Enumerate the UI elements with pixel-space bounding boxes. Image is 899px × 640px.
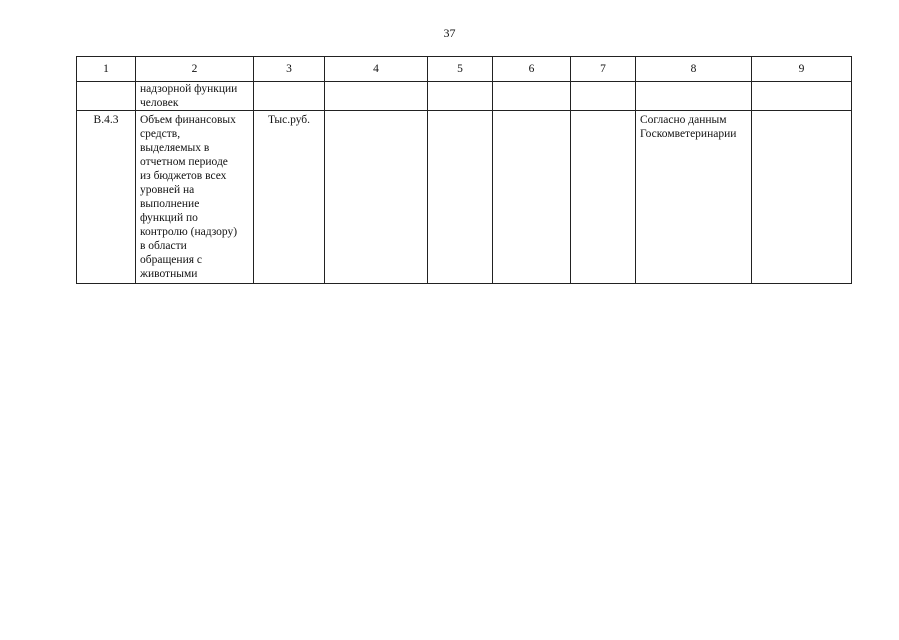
cell-empty — [571, 82, 636, 111]
header-col-5: 5 — [428, 57, 493, 82]
cell-empty — [636, 82, 752, 111]
table-row-b-4-3 — [77, 111, 852, 284]
cell-unit: Тыс.руб. — [254, 111, 325, 284]
header-col-2: 2 — [136, 57, 254, 82]
indicator-table — [76, 56, 852, 284]
header-col-9: 9 — [752, 57, 852, 82]
cell-empty — [752, 82, 852, 111]
cell-empty — [428, 82, 493, 111]
cell-empty — [77, 82, 136, 111]
header-col-1: 1 — [77, 57, 136, 82]
header-col-3: 3 — [254, 57, 325, 82]
cell-empty — [325, 82, 428, 111]
cell-data-source: Согласно данным Госкомветеринарии — [636, 111, 752, 284]
cell-empty — [493, 82, 571, 111]
cell-empty — [428, 111, 493, 284]
cell-empty — [752, 111, 852, 284]
header-col-4: 4 — [325, 57, 428, 82]
cell-empty — [493, 111, 571, 284]
cell-empty — [571, 111, 636, 284]
cell-continued-text: надзорной функции человек — [136, 82, 254, 111]
page-number: 37 — [443, 26, 456, 40]
table-row-continuation — [77, 82, 852, 111]
header-col-7: 7 — [571, 57, 636, 82]
cell-empty — [325, 111, 428, 284]
header-col-8: 8 — [636, 57, 752, 82]
header-col-6: 6 — [493, 57, 571, 82]
cell-empty — [254, 82, 325, 111]
cell-indicator-code: В.4.3 — [77, 111, 136, 284]
cell-indicator-description: Объем финансовых средств, выделяемых в отчетном периоде из бюджетов всех уровней на выполнение функций по контролю (надзору) в области обращения с животными — [136, 111, 254, 284]
header-row — [77, 57, 852, 82]
